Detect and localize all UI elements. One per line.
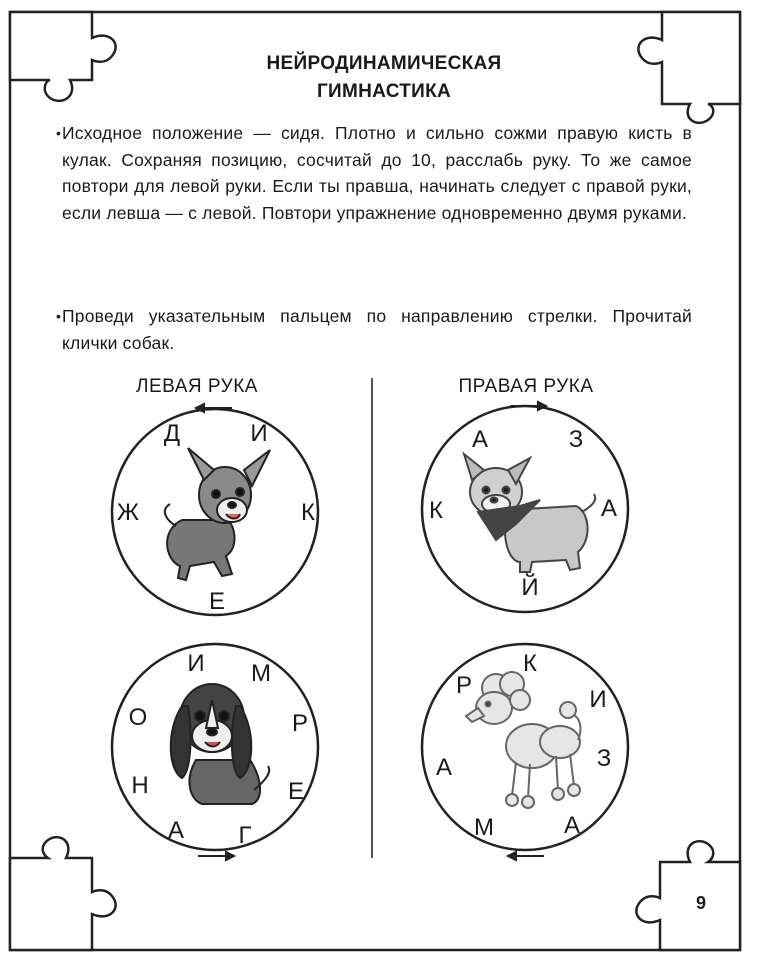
circle-letter: Д	[163, 420, 181, 447]
bullet-icon: •	[56, 308, 62, 324]
left-hand-label: ЛЕВАЯ РУКА	[136, 376, 258, 397]
bullet-icon: •	[56, 125, 62, 141]
title-line-2: ГИМНАСТИКА	[316, 81, 452, 102]
circle-letter: И	[589, 686, 607, 713]
circle-letter: Р	[291, 710, 309, 737]
circle-letter: З	[568, 426, 584, 453]
arrow-left-bottom	[198, 852, 234, 860]
paragraph-instructions: • Исходное положение — сидя. Плотно и сильно сожми правую кисть в кулак. Сохраняя позицию, сосчитай до 10, расслабь руку. То же самое повтори для левой руки. Если ты правша, начинать следует с правой руки, если левша — с левой. Повтори упражнение одновременно двумя руками.	[62, 120, 692, 226]
circle-letter: А	[435, 754, 453, 781]
circle-letter: Е	[287, 778, 305, 805]
circle-letter: А	[167, 817, 185, 844]
circle-letter: О	[128, 704, 148, 731]
circle-letter: А	[563, 812, 581, 839]
circle-letter: Е	[208, 588, 226, 615]
right-hand-label: ПРАВАЯ РУКА	[458, 376, 594, 397]
circle-letter: Р	[455, 672, 473, 699]
page-title	[0, 50, 768, 106]
circle-letter: И	[250, 420, 268, 447]
puzzle-corner-bottom-left	[10, 837, 116, 950]
page-number: 9	[696, 893, 707, 913]
circle-letter: М	[251, 660, 271, 687]
circle-letter: А	[471, 426, 489, 453]
circle-letter: А	[600, 495, 618, 522]
circle-letter: К	[301, 499, 315, 526]
puzzle-corner-bottom-right	[636, 841, 740, 950]
circle-letter: К	[429, 497, 443, 524]
circle-letter: М	[474, 814, 494, 841]
circle-letter: Г	[238, 822, 252, 849]
circle-letter: К	[523, 650, 537, 677]
title-line-1: НЕЙРОДИНАМИЧЕСКАЯ	[266, 53, 502, 74]
circle-letter: И	[187, 650, 205, 677]
circle-letter: Й	[521, 574, 539, 601]
circle-letter: Ж	[116, 499, 140, 526]
circle-letter: З	[596, 745, 612, 772]
arrow-right-bottom	[508, 852, 544, 860]
paragraph-arrows: • Проведи указательным пальцем по направлению стрелки. Прочитай клички собак.	[62, 303, 692, 356]
circle-letter: Н	[131, 772, 149, 799]
